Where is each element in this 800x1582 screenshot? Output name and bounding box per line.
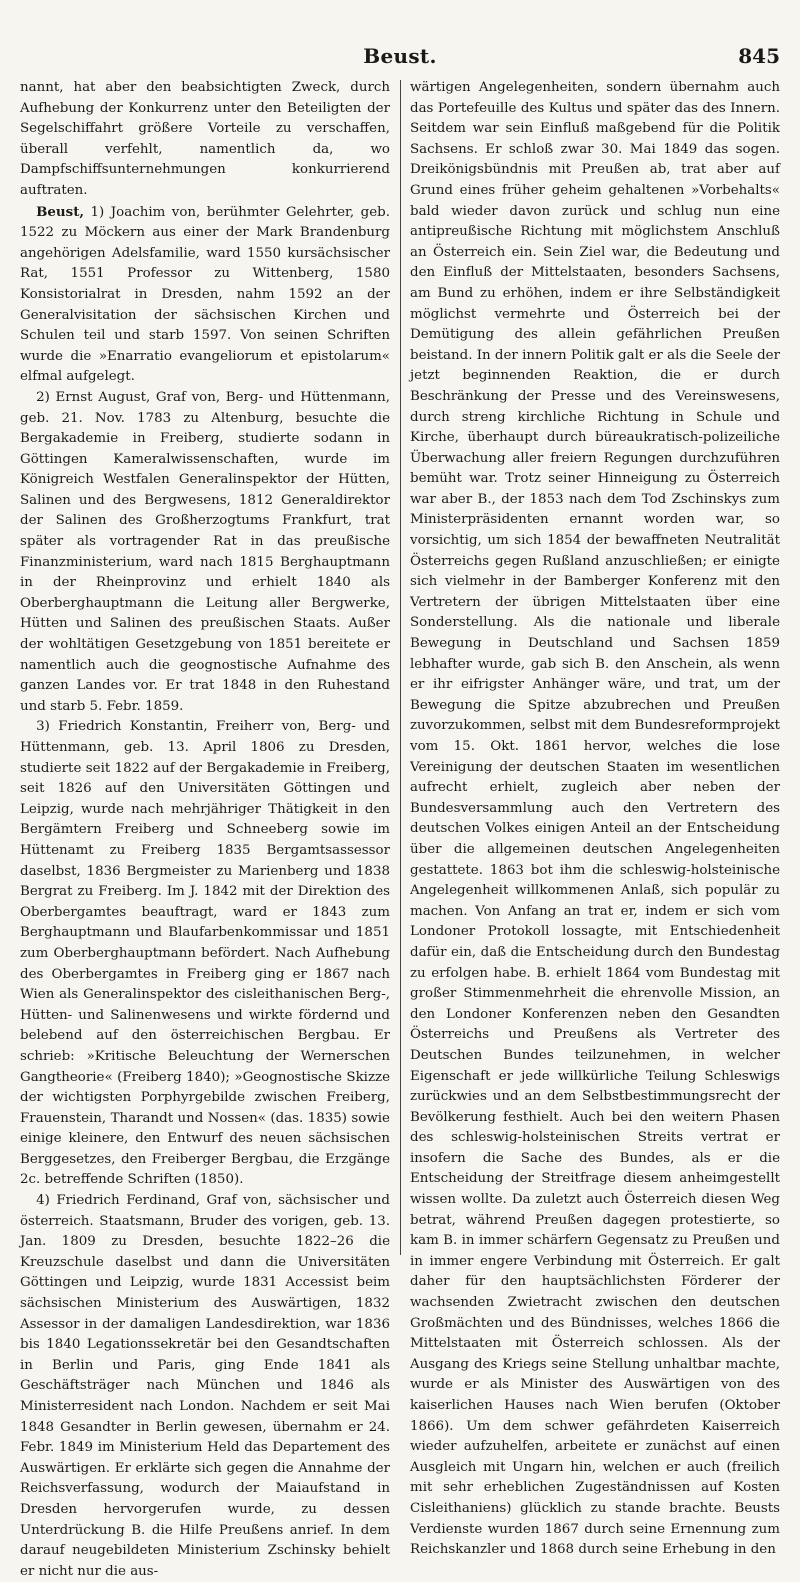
paragraph-continuation: wärtigen Angelegenheiten, sondern übernahm auch das Portefeuille des Kultus und später das des Innern. Seitdem war sein Einfluß maßgebend für die Politik Sachsens. Er schloß zwar 30. Mai 1849 das sogen. Dreikönigsbündnis mit Preußen ab, trat aber auf Grund eines früher geheim gehaltenen »Vorbehalts« bald wieder davon zurück und schlug nun eine antipreußische Richtung mit möglichstem Anschluß an Österreich ein. Sein Ziel war, die Bedeutung und den Einfluß der Mittelstaaten, besonders Sachsens, am Bund zu erhöhen, indem er ihre Selbständigkeit möglichst vermehrte und Österreich bei der Demütigung des allein gefährlichen Preußen beistand. In der innern Politik galt er als die Seele der jetzt beginnenden Reaktion, die er durch Beschränkung der Presse und des Vereinswesens, durch streng kirchliche Richtung in Schule und Kirche, überhaupt durch büreaukratisch-polizeiliche Überwachung aller freiern Regungen durchzuführen bemüht war. Trotz seiner Hinneigung zu Österreich war aber B., der 1853 nach dem Tod Zschinskys zum Ministerpräsidenten ernannt worden war, so vorsichtig, um sich 1854 der bewaffneten Neutralität Österreichs gegen Rußland anzuschließen; er einigte sich vielmehr in der Bamberger Konferenz mit den Vertretern der übrigen Mittelstaaten über eine Sonderstellung. Als die nationale und liberale Bewegung in Deutschland und Sachsen 1859 lebhafter wurde, gab sich B. den Anschein, als wenn er ihr eifrigster Anhänger wäre, und trat, um der Bewegung die Spitze abzubrechen und Preußen zuvorzukommen, selbst mit dem Bundesreformprojekt vom 15. Okt. 1861 hervor, welches die lose Vereinigung der deutschen Staaten im wesentlichen aufrecht erhielt, zugleich aber neben der Bundesversammlung auch den Vertretern des deutschen Volkes einigen Anteil an der Entscheidung über die allgemeinen deutschen Angelegenheiten gestattete. 1863 bot ihm die schleswig-holsteinische Angelegenheit willkommenen Anlaß, sich populär zu machen. Von Anfang an trat er, indem er sich vom Londoner Protokoll lossagte, mit Entschiedenheit dafür ein, daß die Entscheidung durch den Bundestag zu erfolgen habe. B. erhielt 1864 vom Bundestag mit großer Stimmenmehrheit die ehrenvolle Mission, an den Londoner Konferenzen neben den Gesandten Österreichs und Preußens als Vertreter des Deutschen Bundes teilzunehmen, in welcher Eigenschaft er jede willkürliche Teilung Schleswigs zurückwies und an dem Selbstbestimmungsrecht der Bevölkerung festhielt. Auch bei den weitern Phasen des schleswig-holsteinischen Streits vertrat er insofern die Sache des Bundes, als er die Entscheidung der Streitfrage diesem anheimgestellt wissen wollte. Da zuletzt auch Österreich diesen Weg betrat, während Preußen dagegen protestierte, so kam B. in immer schärfern Gegensatz zu Preußen und in immer engere Verbindung mit Österreich. Er galt daher für den hauptsächlichsten Förderer der wachsenden Zwietracht zwischen den deutschen Großmächten und des Bündnisses, welches 1866 die Mittelstaaten mit Österreich schlossen. Als der Ausgang des Kriegs seine Stellung unhaltbar machte, wurde er als Minister des Auswärtigen von des kaiserlichen Hauses nach Wien berufen (Oktober 1866). Um dem schwer gefährdeten Kaiserreich wieder aufzuhelfen, arbeitete er zunächst auf einen Ausgleich mit Ungarn hin, welchen er auch (freilich mit sehr erheblichen Zugeständnissen auf Kosten Cisleithaniens) glücklich zu stande brachte. Beusts Verdienste wurden 1867 durch seine Ernennung zum Reichskanzler und 1868 durch seine Erhebung in den [410,80,780,1558]
column-divider [400,80,401,1255]
text-columns [20,78,780,1579]
entry-beust-3: 3) Friedrich Konstantin, Freiherr von, Berg- und Hüttenmann, geb. 13. April 1806 zu Dresden, studierte seit 1822 auf der Bergakademie in Freiberg, seit 1826 auf den Universitäten Göttingen und Leipzig, wurde nach mehrjähriger Thätigkeit in den Bergämtern Freiberg und Schneeberg sowie im Hüttenamt zu Freiberg 1835 Bergamtsassessor daselbst, 1836 Bergmeister zu Marienberg und 1838 Bergrat zu Freiberg. Im J. 1842 mit der Direktion des Oberbergamtes beauftragt, ward er 1843 zum Berghauptmann und Blaufarbenkommissar und 1851 zum Oberberghauptmann befördert. Nach Aufhebung des Oberbergamtes in Freiberg ging er 1867 nach Wien als Generalinspektor des cisleithanischen Berg-, Hütten- und Salinenwesens und wirkte fördernd und belebend auf den österreichischen Bergbau. Er schrieb: »Kritische Beleuchtung der Wernerschen Gangtheorie« (Freiberg 1840); »Geognostische Skizze der wichtigsten Porphyrgebilde zwischen Freiberg, Frauenstein, Tharandt und Nossen« (das. 1835) sowie einige kleinere, den Entwurf des neuen sächsischen Berggesetzes, den Freiberger Bergbau, die Erzgänge 2c. betreffende Schriften (1850). [20,719,390,1188]
entry-beust-1 [20,202,390,388]
page-header [20,44,780,72]
entry-beust-2: 2) Ernst August, Graf von, Berg- und Hüttenmann, geb. 21. Nov. 1783 zu Altenburg, besuchte die Bergakademie in Freiberg, studierte sodann in Göttingen Kameralwissenschaften, wurde im Königreich Westfalen Generalinspektor der Hütten, Salinen und des Bergwesens, 1812 Generaldirektor der Salinen des Großherzogtums Frankfurt, trat später als vortragender Rat in das preußische Finanzministerium, ward nach 1815 Berghauptmann in der Rheinprovinz und erhielt 1840 als Oberberghauptmann die Leitung aller Bergwerke, Hütten und Salinen des preußischen Staats. Außer der wohltätigen Gesetzgebung von 1851 bereitete er namentlich auch die geognostische Aufnahme des ganzen Landes vor. Er trat 1848 in den Ruhestand und starb 5. Febr. 1859. [20,389,390,714]
entry-text: 1) Joachim von, berühmter Gelehrter, geb. 1522 zu Möckern aus einer der Mark Brandenburg angehörigen Adelsfamilie, ward 1550 kursächsischer Rat, 1551 Professor zu Wittenberg, 1580 Konsistorialrat in Dresden, nahm 1592 an der Generalvisitation der sächsischen Kirchen und Schulen teil und starb 1597. Von seinen Schriften wurde die »Enarratio evangeliorum et epistolarum« elfmal aufgelegt. [20,204,390,385]
running-head: Beust. [363,44,437,68]
left-column [20,78,390,1579]
page-number: 845 [738,44,780,68]
entry-headword: Beust, [36,203,85,220]
right-column [410,78,780,1558]
paragraph-continuation: nannt, hat aber den beabsichtigten Zweck, durch Aufhebung der Konkurrenz unter den Beteiligten der Segelschiffahrt größere Vorteile zu verschaffen, überall verfehlt, namentlich da, wo Dampfschiffsunternehmungen konkurrierend auftraten. [20,80,390,198]
entry-beust-4: 4) Friedrich Ferdinand, Graf von, sächsischer und österreich. Staatsmann, Bruder des vorigen, geb. 13. Jan. 1809 zu Dresden, besuchte 1822–26 die Kreuzschule daselbst und dann die Universitäten Göttingen und Leipzig, wurde 1831 Accessist beim sächsischen Ministerium des Auswärtigen, 1832 Assessor in der damaligen Landesdirektion, war 1836 bis 1840 Legationssekretär bei den Gesandtschaften in Berlin und Paris, ging Ende 1841 als Geschäftsträger nach München und 1846 als Ministerresident nach London. Nachdem er seit Mai 1848 Gesandter in Berlin gewesen, übernahm er 24. Febr. 1849 im Ministerium Held das Departement des Auswärtigen. Er erklärte sich gegen die Annahme der Reichsverfassung, wodurch der Maiaufstand in Dresden hervorgerufen wurde, zu dessen Unterdrückung B. die Hilfe Preußens anrief. In dem darauf neugebildeten Ministerium Zschinsky behielt er nicht nur die aus- [20,1193,390,1579]
